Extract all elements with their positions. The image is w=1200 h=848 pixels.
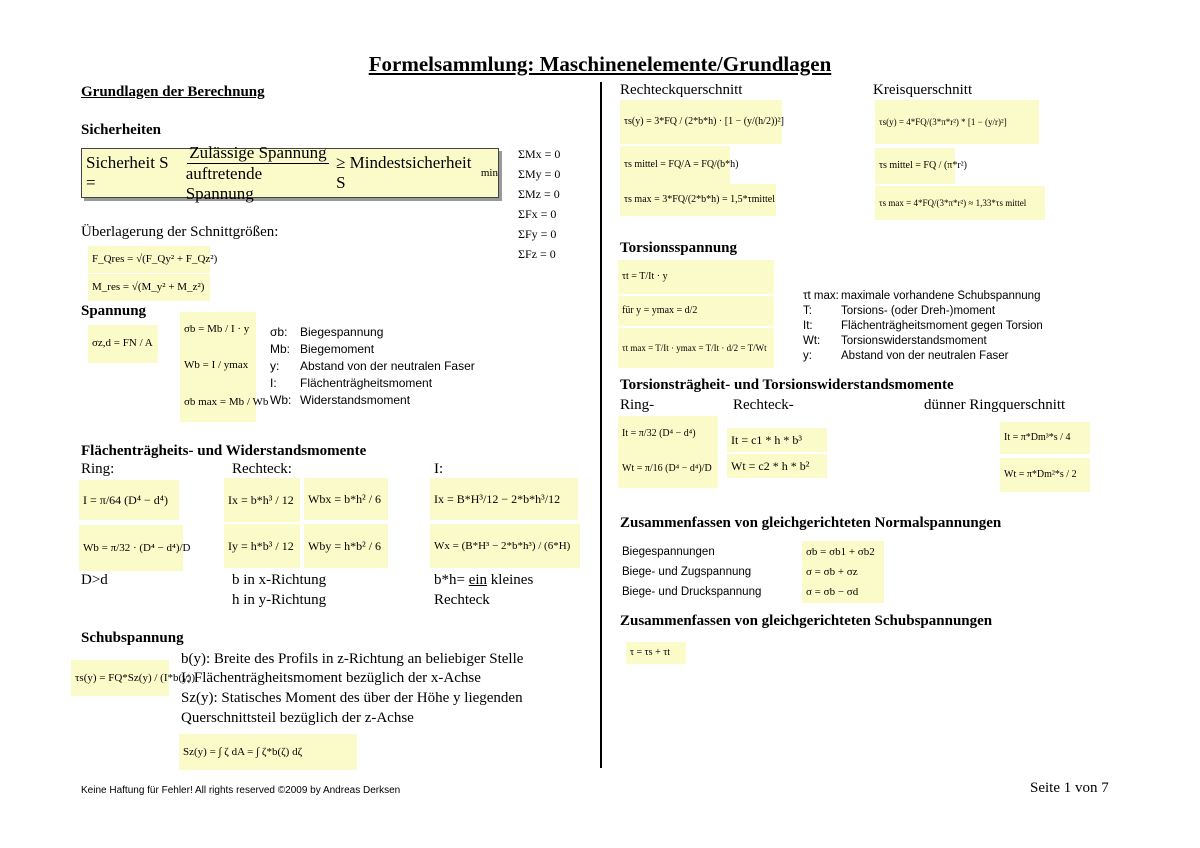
schub-text-4: Querschnittsteil bezüglich der z-Achse [181, 710, 414, 726]
formula-tre-it: It = c1 * h * b³ [727, 428, 827, 452]
formula-sigma-bmax: σb max = Mb / Wb [180, 384, 256, 422]
torsion-legend [803, 289, 1043, 364]
formula-sigma-zd: σz,d = FN / A [88, 325, 158, 363]
legend-value: Torsions- (oder Dreh-)moment [841, 305, 996, 317]
label-ring2: Ring- [620, 397, 655, 413]
schub-text-3: Sz(y): Statisches Moment des über der Höhe y liegenden [181, 690, 523, 706]
formula-mres: M_res = √(M_y² + M_z²) [88, 274, 210, 301]
heading-schubspannung: Schubspannung [81, 630, 184, 646]
legend-row [803, 304, 1043, 319]
legend-key: Wb: [270, 393, 292, 407]
sicherheit-rhs-sub: min [480, 167, 498, 179]
equilibrium-sums [518, 144, 560, 264]
formula-fqres: F_Qres = √(F_Qy² + F_Qz²) [88, 246, 210, 273]
formula-i-wx: Wx = (B*H³ − 2*b*h³) / (6*H) [430, 524, 580, 568]
i-note-1-a: b*h= [434, 572, 469, 588]
legend-key: y: [803, 350, 812, 362]
legend-value: Flächenträgheitsmoment gegen Torsion [841, 320, 1043, 332]
label-i: I: [434, 461, 444, 477]
label-rechteckquerschnitt: Rechteckquerschnitt [620, 82, 743, 98]
normal-labels [622, 542, 761, 602]
normal-formulas [802, 541, 884, 603]
formula-rect-wby: Wby = h*b² / 6 [304, 524, 388, 568]
formula-rq-max: τs max = 3*FQ/(2*b*h) = 1,5*τmittel [620, 184, 776, 216]
formula-tor-max: τt max = T/It · ymax = T/It · d/2 = T/Wt [618, 328, 774, 368]
normal-label: Biege- und Zugspannung [622, 566, 752, 578]
ring-note: D>d [81, 572, 108, 588]
legend-key: T: [803, 305, 812, 317]
formula-wb: Wb = I / ymax [180, 348, 256, 384]
legend-value: Abstand von der neutralen Faser [841, 350, 1009, 362]
label-rechteck: Rechteck: [232, 461, 292, 477]
sum-my: ΣMy = 0 [518, 167, 561, 181]
legend-row [270, 324, 475, 341]
sicherheit-fraction [186, 143, 330, 204]
formula-ring-wb: Wb = π/32 · (D⁴ − d⁴)/D [79, 525, 183, 571]
legend-value: Biegespannung [300, 325, 384, 339]
sum-fx: ΣFx = 0 [518, 207, 557, 221]
i-note-1 [434, 572, 533, 589]
label-ring: Ring: [81, 461, 115, 477]
sicherheit-denominator: auftretende Spannung [185, 163, 263, 203]
column-divider [600, 82, 602, 768]
rect-note-1: b in x-Richtung [232, 572, 327, 588]
heading-flaechen: Flächenträgheits- und Widerstandsmomente [81, 443, 367, 459]
formula-rect-wbx: Wbx = b*h² / 6 [304, 478, 388, 520]
legend-key: τt max: [803, 290, 839, 302]
legend-value: Torsionswiderstandsmoment [841, 335, 987, 347]
normal-formula: σb = σb1 + σb2 [806, 546, 875, 558]
schub-text-1: b(y): Breite des Profils in z-Richtung an beliebiger Stelle [181, 651, 524, 667]
heading-spannung: Spannung [81, 303, 147, 319]
page-title: Formelsammlung: Maschinenelemente/Grundlagen [368, 52, 832, 76]
formula-i-ix: Ix = B*H³/12 − 2*b*h³/12 [430, 478, 578, 520]
formula-tr-it: It = π/32 (D⁴ − d⁴) [618, 416, 718, 452]
heading-schubspannungen: Zusammenfassen von gleichgerichteten Schubspannungen [620, 613, 993, 629]
sum-fy: ΣFy = 0 [518, 227, 557, 241]
legend-row [270, 375, 475, 392]
label-kreisquerschnitt: Kreisquerschnitt [873, 82, 973, 98]
formula-rq-mittel: τs mittel = FQ/A = FQ/(b*h) [620, 146, 730, 184]
formula-kq-mittel: τs mittel = FQ / (π*r²) [875, 148, 955, 184]
formula-tor-tau: τt = T/It · y [618, 260, 774, 294]
formula-tre-wt: Wt = c2 * h * b² [727, 454, 827, 478]
sicherheit-numerator: Zulässige Spannung [189, 142, 327, 162]
formula-td-wt: Wt = π*Dm²*s / 2 [1000, 458, 1090, 492]
normal-label: Biege- und Druckspannung [622, 586, 762, 598]
legend-key: I: [270, 376, 277, 390]
sum-fz: ΣFz = 0 [518, 247, 556, 261]
normal-formula: σ = σb − σd [806, 586, 859, 598]
legend-row [270, 341, 475, 358]
formula-sz: Sz(y) = ∫ ζ dA = ∫ ζ*b(ζ) dζ [179, 734, 357, 770]
footer-disclaimer: Keine Haftung für Fehler! All rights reserved ©2009 by Andreas Derksen [81, 785, 401, 796]
formula-td-it: It = π*Dm³*s / 4 [1000, 422, 1090, 454]
normal-formula: σ = σb + σz [806, 566, 858, 578]
legend-row [803, 319, 1043, 334]
legend-row [803, 349, 1043, 364]
schub-text-2: I: Flächenträgheitsmoment bezüglich der x-Achse [181, 670, 481, 686]
rect-note-2: h in y-Richtung [232, 592, 327, 608]
legend-value: Widerstandsmoment [300, 393, 411, 407]
i-note-1-underlined: ein [468, 572, 488, 588]
sicherheit-rhs: ≥ Mindestsicherheit S [336, 153, 472, 192]
legend-value: Flächenträgheitsmoment [300, 376, 433, 390]
legend-row [270, 392, 475, 409]
heading-torsionstraegheit: Torsionsträgheit- und Torsionswiderstandsmomente [620, 377, 954, 393]
formula-rect-ix: Ix = b*h³ / 12 [224, 478, 300, 522]
formula-tor-fuer: für y = ymax = d/2 [618, 296, 774, 326]
legend-value: Biegemoment [300, 342, 375, 356]
legend-key: σb: [270, 325, 288, 339]
i-note-1-b: kleines [487, 572, 534, 588]
heading-grundlagen: Grundlagen der Berechnung [81, 84, 265, 100]
heading-torsionsspannung: Torsionsspannung [620, 240, 738, 256]
label-duenner: dünner Ringquerschnitt [924, 397, 1066, 413]
formula-kq-max: τs max = 4*FQ/(3*π*r²) ≈ 1,33*τs mittel [875, 186, 1045, 220]
heading-sicherheiten: Sicherheiten [81, 122, 161, 138]
legend-value: maximale vorhandene Schubspannung [841, 290, 1041, 302]
formula-ring-i: I = π/64 (D⁴ − d⁴) [79, 480, 179, 520]
sum-mz: ΣMz = 0 [518, 187, 560, 201]
legend-key: y: [270, 359, 280, 373]
formula-kq-tau: τs(y) = 4*FQ/(3*π*r²) * [1 − (y/r)²] [875, 100, 1039, 144]
legend-key: Wt: [803, 335, 821, 347]
normal-label: Biegespannungen [622, 546, 715, 558]
sum-mx: ΣMx = 0 [518, 147, 561, 161]
footer-page-number: Seite 1 von 7 [1030, 780, 1109, 796]
spannung-legend [270, 324, 475, 409]
legend-key: It: [803, 320, 813, 332]
legend-row [803, 334, 1043, 349]
legend-value: Abstand von der neutralen Faser [300, 359, 475, 373]
formula-schub-sum: τ = τs + τt [626, 642, 686, 664]
formula-tr-wt: Wt = π/16 (D⁴ − d⁴)/D [618, 450, 718, 488]
legend-key: Mb: [270, 342, 291, 356]
sicherheit-lhs: Sicherheit S = [86, 153, 169, 192]
heading-normalspannungen: Zusammenfassen von gleichgerichteten Normalspannungen [620, 515, 1002, 531]
legend-row [270, 358, 475, 375]
sicherheit-formula [81, 142, 499, 203]
legend-row [803, 289, 1043, 304]
formula-rq-tau: τs(y) = 3*FQ / (2*b*h) · [1 − (y/(h/2))²] [620, 100, 782, 144]
formula-sigma-b: σb = Mb / I · y [180, 312, 256, 348]
i-note-2: Rechteck [434, 592, 490, 608]
ueberlagerung-label: Überlagerung der Schnittgrößen: [81, 224, 279, 240]
formula-rect-iy: Iy = h*b³ / 12 [224, 524, 300, 568]
label-rechteck2: Rechteck- [733, 397, 794, 413]
formula-schub: τs(y) = FQ*Sz(y) / (I*b(y)) [71, 660, 169, 696]
